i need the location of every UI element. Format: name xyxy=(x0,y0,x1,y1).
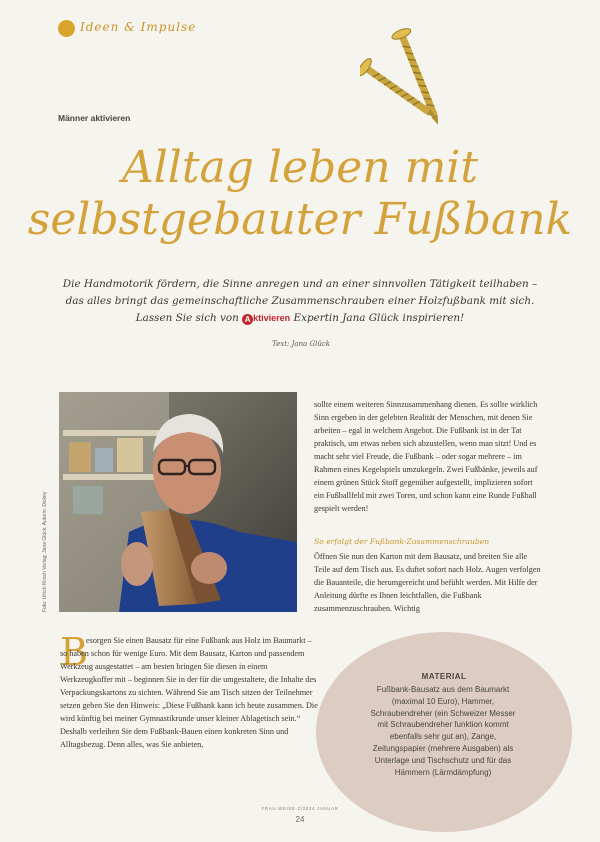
article-title-line-2: selbstgebauter Fußbank xyxy=(27,194,573,245)
body-column-right-bottom: Öffnen Sie nun den Karton mit dem Bausatz, und breiten Sie alle Teile auf dem Tisch aus. Es duftet sofort nach Holz. Augen verfolgen die Bauanteile, die herumgereicht und befühlt werden. Mit Hilfe der Anleitung dürfte es Ihnen leichtfallen, die Fußbank zusammenzuschrauben. Wichtig xyxy=(314,552,541,613)
brand-logo xyxy=(242,313,290,323)
section-label: Ideen & Impulse xyxy=(80,20,197,34)
article-title-line-1: Alltag leben mit xyxy=(121,142,479,193)
material-box-text: Fußbank-Bausatz aus dem Baumarkt (maximal 10 Euro), Hammer, Schraubendreher (ein Schweizer Messer mit Schraubendreher funktion kommt ebenfalls sehr gut an), Zange, Zeitungspapier (mehrere Ausgaben) als Unterlage und Tischschutz und für das Hämmern (Lärmdämpfung) xyxy=(370,685,516,777)
article-kicker: Männer aktivieren xyxy=(58,113,131,123)
byline: Text: Jana Glück xyxy=(272,340,330,348)
photo-credit: Foto: Ulrich Kirsch Verlag; Jana Glück; Autorin: Dickey xyxy=(42,491,48,612)
lead-text-part-1: Die Handmotorik fördern, die Sinne anregen und an einer sinnvollen Tätigkeit teilhaben – das alles bringt das gemeinschaftliche Zusammenschrauben einer Holzfußbank mit sich. Lassen Sie sich von xyxy=(62,278,538,324)
body-column-right-top: sollte einem weiteren Sinnzusammenhang dienen. Es sollte wirklich Sinn ergeben in der gelebten Realität der Menschen, mit denen Sie arbeiten – egal in welchem Angebot. Die Fußbank ist in der Tat praktisch, um etwas neben sich abzustellen, wenn man sitzt! Und es macht sehr viel Freude, die Fußbank – oder sogar mehrere – im Rahmen eines Kegelspiels umzukegeln. Zwei Fußbänke, jeweils auf einem grünen Stück Stoff gegenüber aufgestellt, implizieren sofort ein Fußballfeld mit zwei Toren, und schon kann eine Runde Fußball gespielt werden! xyxy=(314,400,538,513)
article-photo xyxy=(59,392,297,612)
page-number: 24 xyxy=(295,815,305,824)
section-dot-icon xyxy=(58,20,75,37)
footer-publication: FRAU WEISE-2/2024 JANUAR xyxy=(261,806,339,811)
brand-initial: A xyxy=(242,314,253,325)
body-column-left: esorgen Sie einen Bausatz für eine Fußbank aus Holz im Baumarkt – so haben schon für wenige Euro. Mit dem Bausatz, Karton und passendem Werkzeug ausgestattet – am besten bringen Sie diesen in einem Werkzeugkoffer mit – beginnen Sie in der für die umgestaltete, die Inhalte des Verpackungskartons zu sichten. Während Sie am Tisch sitzen der Teilnehmer setzen geben Sie den Hinweis: „Diese Fußbank kann ich heute zusammen. Die wird künftig bei meiner Gymnastikrunde unser kleiner Ablagetisch sein.“ Deshalb verleihen Sie dem Fußbank-Bauen einen konkreten Sinn und Alltagsbezug. Denn alles, was Sie anbieten, xyxy=(60,636,318,749)
material-box-title: MATERIAL xyxy=(421,672,467,681)
drop-cap: B xyxy=(60,630,88,674)
section-subhead: So erfolgt der Fußbank-Zusammenschrauben xyxy=(314,537,490,546)
man-assembling-footstool-image xyxy=(59,392,297,612)
article-lead xyxy=(58,276,542,327)
brand-name: ktivieren xyxy=(253,313,291,323)
lead-text-part-2: Expertin Jana Glück inspirieren! xyxy=(293,312,465,324)
screws-illustration-icon xyxy=(360,18,470,134)
